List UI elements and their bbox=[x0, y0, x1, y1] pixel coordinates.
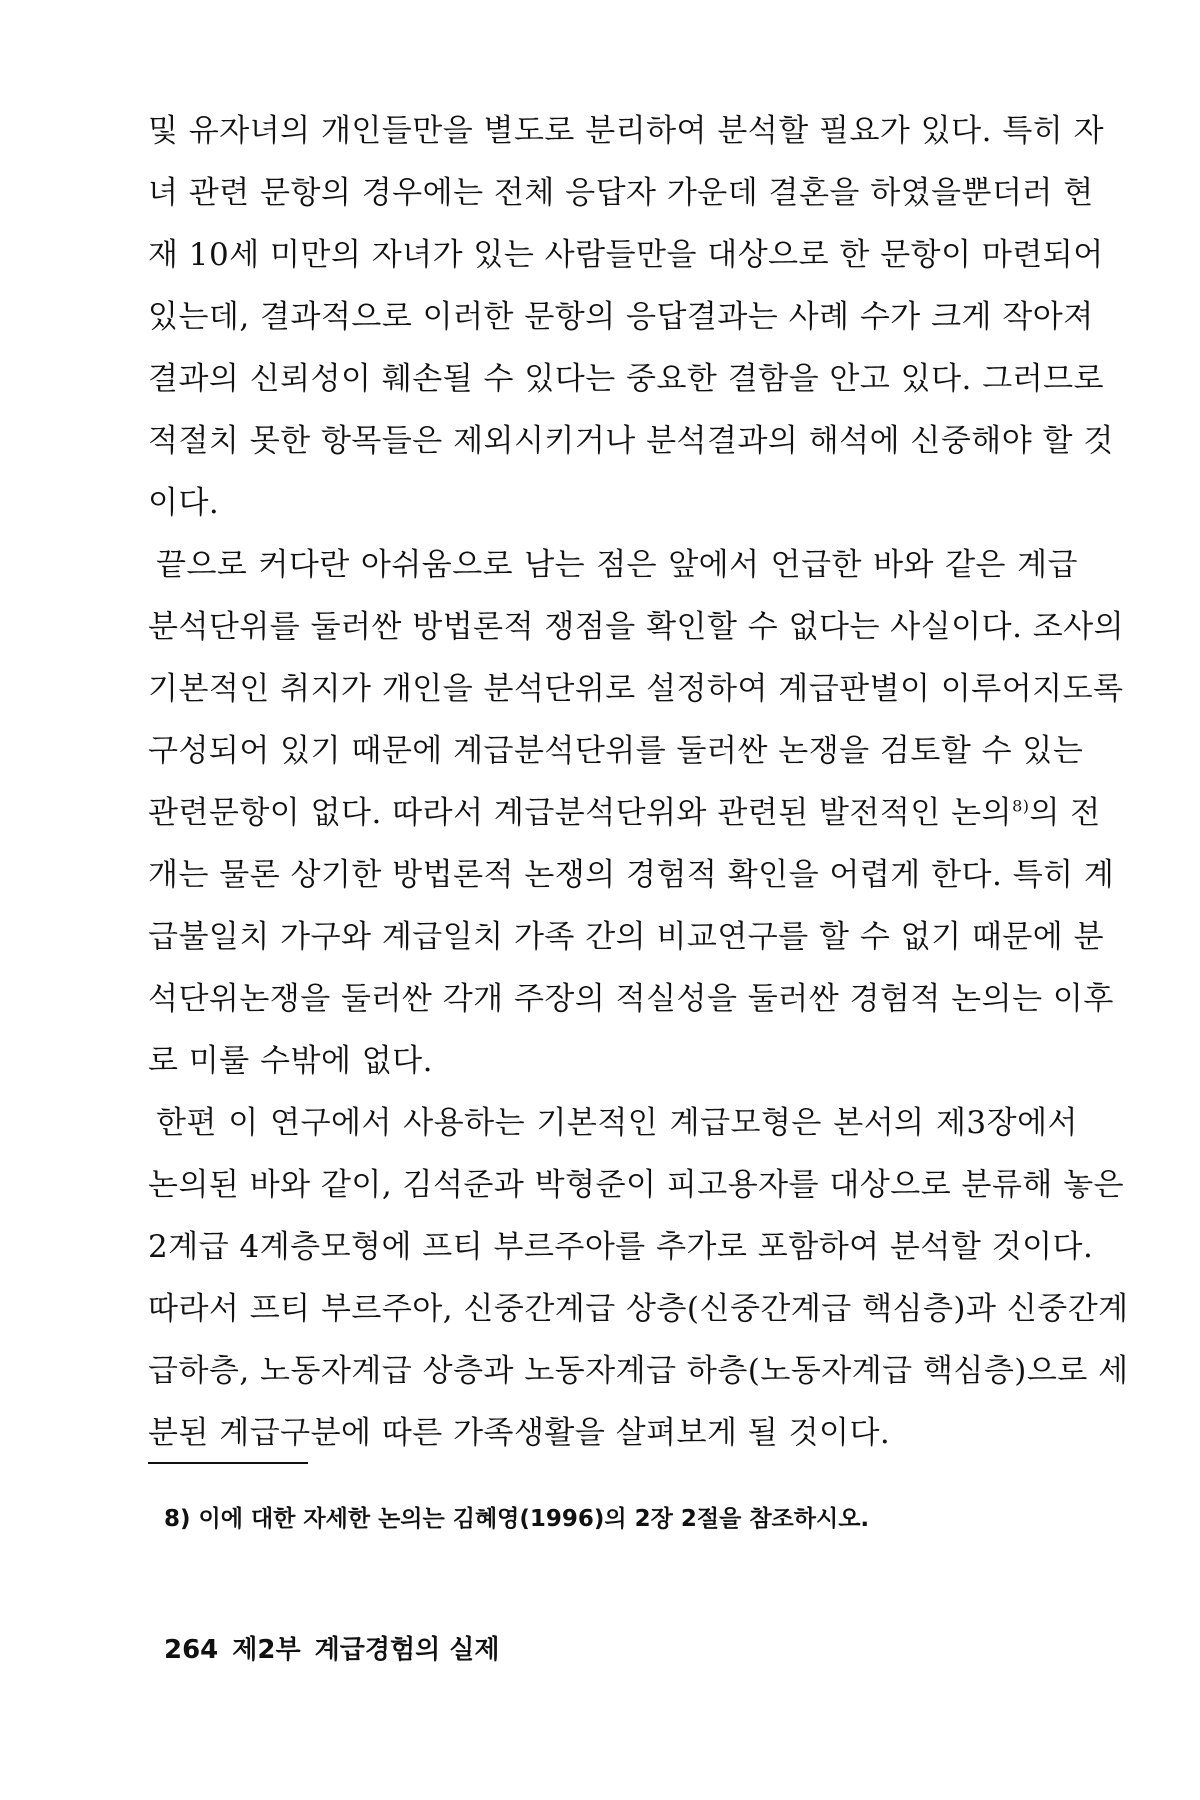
text-line: 로 미룰 수밖에 없다. bbox=[148, 1043, 433, 1079]
text-segment: 의 전 bbox=[1029, 795, 1101, 831]
text-segment: 관련문항이 없다. 따라서 계급분석단위와 관련된 발전적인 논의 bbox=[148, 795, 1013, 831]
text-line: 개는 물론 상기한 방법론적 논쟁의 경험적 확인을 어렵게 한다. 특히 계 bbox=[148, 857, 1115, 893]
text-line: 있는데, 결과적으로 이러한 문항의 응답결과는 사례 수가 크게 작아져 bbox=[148, 299, 1094, 335]
text-line: 및 유자녀의 개인들만을 별도로 분리하여 분석할 필요가 있다. 특히 자 bbox=[148, 113, 1105, 149]
text-line: 결과의 신뢰성이 훼손될 수 있다는 중요한 결함을 안고 있다. 그러므로 bbox=[148, 361, 1105, 397]
text-line: 논의된 바와 같이, 김석준과 박형준이 피고용자를 대상으로 분류해 놓은 bbox=[148, 1167, 1125, 1203]
text-line: 따라서 프티 부르주아, 신중간계급 상층(신중간계급 핵심층)과 신중간계 bbox=[148, 1291, 1129, 1327]
text-line: 2계급 4계층모형에 프티 부르주아를 추가로 포함하여 분석할 것이다. bbox=[148, 1229, 1094, 1265]
text-line: 재 10세 미만의 자녀가 있는 사람들만을 대상으로 한 문항이 마련되어 bbox=[148, 237, 1104, 273]
text-line: 구성되어 있기 때문에 계급분석단위를 둘러싼 논쟁을 검토할 수 있는 bbox=[148, 733, 1084, 769]
text-line: 급하층, 노동자계급 상층과 노동자계급 하층(노동자계급 핵심층)으로 세 bbox=[148, 1353, 1129, 1389]
text-line: 기본적인 취지가 개인을 분석단위로 설정하여 계급판별이 이루어지도록 bbox=[148, 671, 1124, 707]
part-label: 제2부 bbox=[232, 1635, 301, 1665]
text-line: 급불일치 가구와 계급일치 가족 간의 비교연구를 할 수 없기 때문에 분 bbox=[148, 919, 1105, 955]
text-line-with-footnote bbox=[148, 782, 1101, 844]
page-number: 264 bbox=[164, 1635, 219, 1665]
text-line: 분된 계급구분에 따른 가족생활을 살펴보게 될 것이다. bbox=[148, 1415, 891, 1451]
footnote-divider bbox=[148, 1462, 308, 1464]
footnote-reference[interactable]: 8) bbox=[1012, 796, 1030, 816]
text-line: 녀 관련 문항의 경우에는 전체 응답자 가운데 결혼을 하였을뿐더러 현 bbox=[148, 175, 1094, 211]
running-footer bbox=[164, 1632, 513, 1668]
paragraph-1 bbox=[148, 100, 1114, 534]
text-line: 석단위논쟁을 둘러싼 각개 주장의 적실성을 둘러싼 경험적 논의는 이후 bbox=[148, 981, 1114, 1017]
text-line: 한편 이 연구에서 사용하는 기본적인 계급모형은 본서의 제3장에서 bbox=[156, 1105, 1078, 1141]
paragraph-3 bbox=[148, 1092, 1129, 1464]
text-line: 적절치 못한 항목들은 제외시키거나 분석결과의 해석에 신중해야 할 것 bbox=[148, 423, 1114, 459]
footnote-8: 8) 이에 대한 자세한 논의는 김혜영(1996)의 2장 2절을 참조하시오. bbox=[164, 1506, 870, 1532]
part-title: 계급경험의 실제 bbox=[314, 1635, 500, 1665]
body-text bbox=[148, 100, 1129, 1464]
text-line: 끝으로 커다란 아쉬움으로 남는 점은 앞에서 언급한 바와 같은 계급 bbox=[156, 547, 1078, 583]
paragraph-2 bbox=[148, 534, 1125, 1092]
text-line: 이다. bbox=[148, 485, 220, 521]
text-line: 분석단위를 둘러싼 방법론적 쟁점을 확인할 수 없다는 사실이다. 조사의 bbox=[148, 609, 1125, 645]
